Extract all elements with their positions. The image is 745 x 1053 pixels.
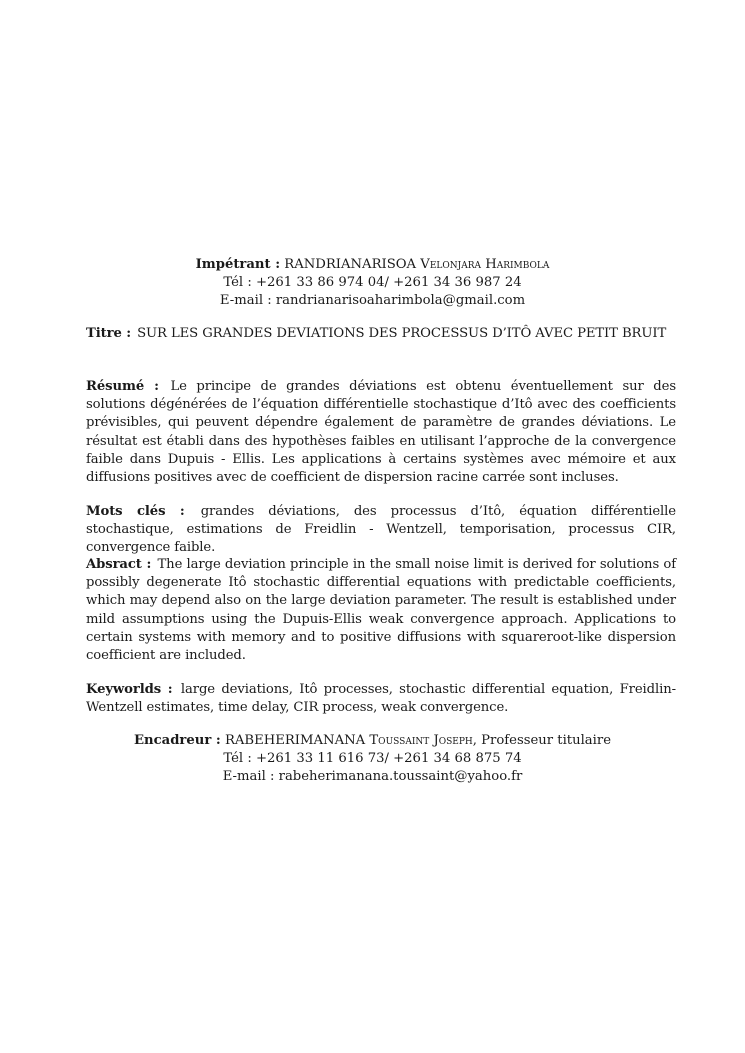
supervisor-name-smallcaps: Toussaint Joseph	[369, 733, 473, 748]
resume-text: Le principe de grandes déviations est obtenu éventuellement sur des solutions dégénérées de l’équation différentielle stochastique d’Itô avec des coefficients prévisibles, qui peuvent dépendre également de paramètre de grandes déviations. Le résultat est établi dans des hypothèses faibles en utilisant l’approche de la convergence faible dans Dupuis - Ellis. Les applications à certains systèmes avec mémoire et aux diffusions positives avec de coefficient de dispersion racine carrée sont incluses.	[86, 379, 677, 486]
keywords-text: large deviations, Itô processes, stochastic differential equation, Freidlin-Wentzell estimates, time delay, CIR process, weak convergence.	[86, 682, 676, 716]
applicant-line	[0, 256, 745, 274]
supervisor-line	[0, 732, 745, 750]
title-label: Titre :	[86, 326, 132, 341]
keywords-label: Keyworlds :	[86, 682, 173, 697]
keywords-paragraph	[86, 681, 676, 717]
supervisor-block	[0, 732, 745, 786]
mots-cles-label: Mots clés :	[86, 504, 185, 519]
title-paragraph	[86, 325, 676, 343]
resume-label: Résumé :	[86, 379, 159, 394]
applicant-email: E-mail : randrianarisoaharimbola@gmail.com	[219, 293, 526, 308]
supervisor-tel: Tél : +261 33 11 616 73/ +261 34 68 875 74	[223, 751, 522, 766]
supervisor-label: Encadreur :	[134, 733, 221, 748]
applicant-name: RANDRIANARISOA	[284, 257, 417, 272]
title-text: SUR LES GRANDES DEVIATIONS DES PROCESSUS D’ITÔ AVEC PETIT BRUIT	[137, 326, 667, 341]
abstract-label: Absract :	[86, 557, 152, 572]
resume-paragraph	[86, 378, 676, 487]
supervisor-role: , Professeur titulaire	[472, 733, 611, 748]
mots-cles-text: grandes déviations, des processus d’Itô, équation différentielle stochastique, estimations de Freidlin - Wentzell, temporisation, processus CIR, convergence faible.	[86, 504, 676, 556]
abstract-paragraph	[86, 556, 676, 665]
applicant-name-smallcaps: Velonjara Harimbola	[420, 257, 550, 272]
applicant-tel: Tél : +261 33 86 974 04/ +261 34 36 987 24	[223, 275, 522, 290]
abstract-text: The large deviation principle in the small noise limit is derived for solutions of possibly degenerate Itô stochastic differential equations with predictable coefficients, which may depend also on the large deviation parameter. The result is established under mild assumptions using the Dupuis-Ellis weak convergence approach. Applications to certain systems with memory and to positive diffusions with squareroot-like dispersion coefficient are included.	[86, 557, 676, 664]
applicant-label: Impétrant :	[195, 257, 281, 272]
supervisor-email: E-mail : rabeherimanana.toussaint@yahoo.fr	[222, 769, 523, 784]
supervisor-name: RABEHERIMANANA	[224, 733, 366, 748]
applicant-block	[0, 256, 745, 310]
mots-cles-paragraph	[86, 503, 676, 558]
